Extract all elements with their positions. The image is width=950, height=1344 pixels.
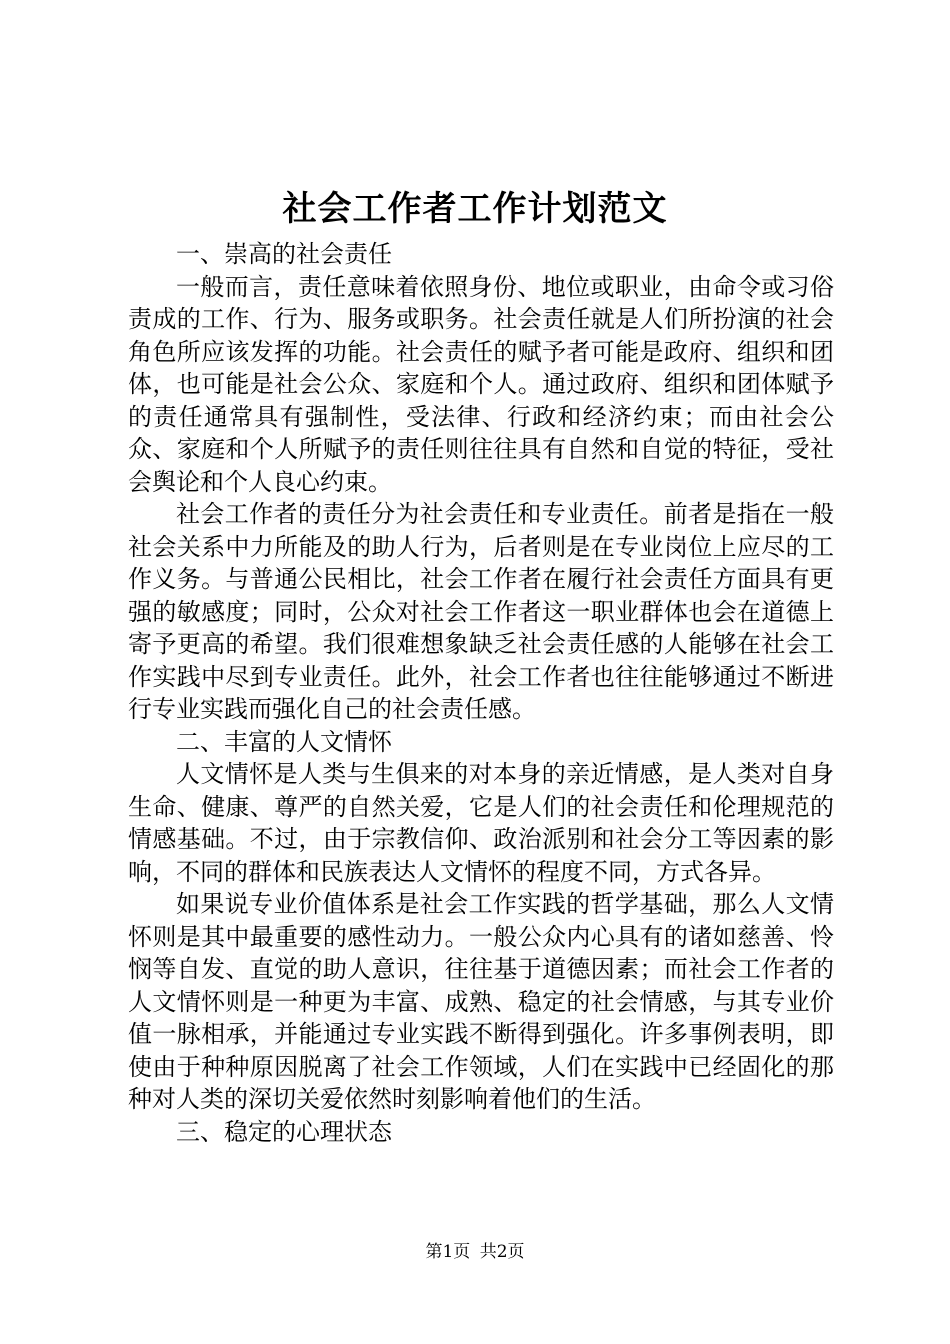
paragraph: 如果说专业价值体系是社会工作实践的哲学基础，那么人文情怀则是其中最重要的感性动力。一般公众内心具有的诸如慈善、怜悯等自发、直觉的助人意识，往往基于道德因素；而社会工作者的人文情怀则是一种更为丰富、成熟、稳定的社会情感，与其专业价值一脉相承，并能通过专业实践不断得到强化。许多事例表明，即使由于种种原因脱离了社会工作领域，人们在实践中已经固化的那种对人类的深切关爱依然时刻影响着他们的生活。 <box>128 890 834 1113</box>
document-body <box>128 238 834 1148</box>
section-heading-3: 三、稳定的心理状态 <box>176 1117 392 1146</box>
paragraph: 一般而言，责任意味着依照身份、地位或职业，由命令或习俗责成的工作、行为、服务或职务。社会责任就是人们所扮演的社会角色所应该发挥的功能。社会责任的赋予者可能是政府、组织和团体，也可能是社会公众、家庭和个人。通过政府、组织和团体赋予的责任通常具有强制性，受法律、行政和经济约束；而由社会公众、家庭和个人所赋予的责任则往往具有自然和自觉的特征，受社会舆论和个人良心约束。 <box>128 272 834 496</box>
document-title: 社会工作者工作计划范文 <box>282 189 668 229</box>
paragraph: 社会工作者的责任分为社会责任和专业责任。前者是指在一般社会关系中力所能及的助人行为，后者则是在专业岗位上应尽的工作义务。与普通公民相比，社会工作者在履行社会责任方面具有更强的敏感度；同时，公众对社会工作者这一职业群体也会在道德上寄予更高的希望。我们很难想象缺乏社会责任感的人能够在社会工作实践中尽到专业责任。此外，社会工作者也往往能够通过不断进行专业实践而强化自己的社会责任感。 <box>128 500 834 723</box>
page-footer: 第1页 共2页 <box>425 1242 525 1262</box>
paragraph: 人文情怀是人类与生俱来的对本身的亲近情感，是人类对自身生命、健康、尊严的自然关爱，它是人们的社会责任和伦理规范的情感基础。不过，由于宗教信仰、政治派别和社会分工等因素的影响，不同的群体和民族表达人文情怀的程度不同，方式各异。 <box>128 760 834 886</box>
section-heading-1: 一、崇高的社会责任 <box>176 240 392 268</box>
section-heading-2: 二、丰富的人文情怀 <box>176 727 392 756</box>
